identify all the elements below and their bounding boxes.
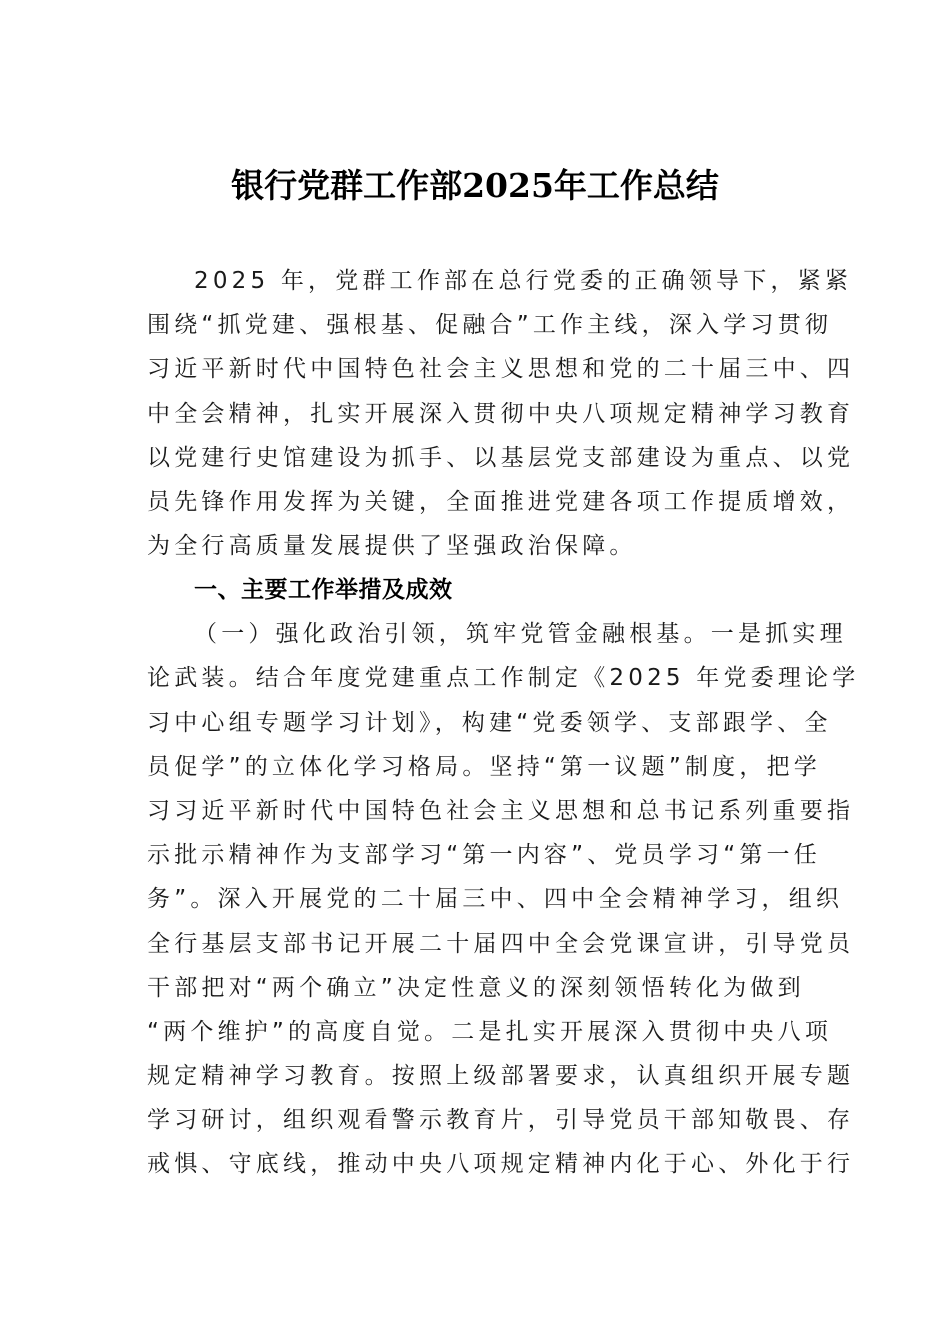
subsection-line: “两个维护”的高度自觉。二是扎实开展深入贯彻中央八项 <box>147 1018 833 1045</box>
subsection-line: 习中心组专题学习计划》，构建“党委领学、支部跟学、全 <box>147 709 832 736</box>
subsection-line: 干部把对“两个确立”决定性意义的深刻领悟转化为做到 <box>147 974 805 1001</box>
subsection-line: 员促学”的立体化学习格局。坚持“第一议题”制度，把学 <box>147 753 821 780</box>
text-line: 习近平新时代中国特色社会主义思想和党的二十届三中、四 <box>147 356 855 383</box>
subsection-line: 戒惧、守底线，推动中央八项规定精神内化于心、外化于行 <box>147 1151 855 1178</box>
subsection-line: 论武装。结合年度党建重点工作制定《2025 年党委理论学 <box>147 665 860 692</box>
text-line: 以党建行史馆建设为抓手、以基层党支部建设为重点、以党 <box>147 444 855 471</box>
document-title: 银行党群工作部2025年工作总结 <box>231 166 719 205</box>
subsection-line: 务”。深入开展党的二十届三中、四中全会精神学习，组织 <box>147 886 844 913</box>
subsection-line: 习习近平新时代中国特色社会主义思想和总书记系列重要指 <box>147 797 855 824</box>
subsection-line: 规定精神学习教育。按照上级部署要求，认真组织开展专题 <box>147 1063 855 1090</box>
text-line: 2025 年，党群工作部在总行党委的正确领导下，紧紧 <box>194 268 853 294</box>
subsection-line: 学习研讨，组织观看警示教育片，引导党员干部知敬畏、存 <box>147 1107 855 1134</box>
subsection-line: 示批示精神作为支部学习“第一内容”、党员学习“第一任 <box>147 842 821 869</box>
text-line: 为全行高质量发展提供了坚强政治保障。 <box>147 533 637 560</box>
intro-paragraph <box>147 259 855 568</box>
section-1 <box>147 568 860 1187</box>
text-line: 中全会精神，扎实开展深入贯彻中央八项规定精神学习教育 <box>147 400 855 427</box>
subsection-line: 全行基层支部书记开展二十届四中全会党课宣讲，引导党员 <box>147 930 855 957</box>
text-line: 围绕“抓党建、强根基、促融合”工作主线，深入学习贯彻 <box>147 312 833 339</box>
section-heading: 一、主要工作举措及成效 <box>194 577 453 603</box>
subsection-line: （一）强化政治引领，筑牢党管金融根基。一是抓实理 <box>194 621 847 648</box>
text-line: 员先锋作用发挥为关键，全面推进党建各项工作提质增效， <box>147 488 855 515</box>
